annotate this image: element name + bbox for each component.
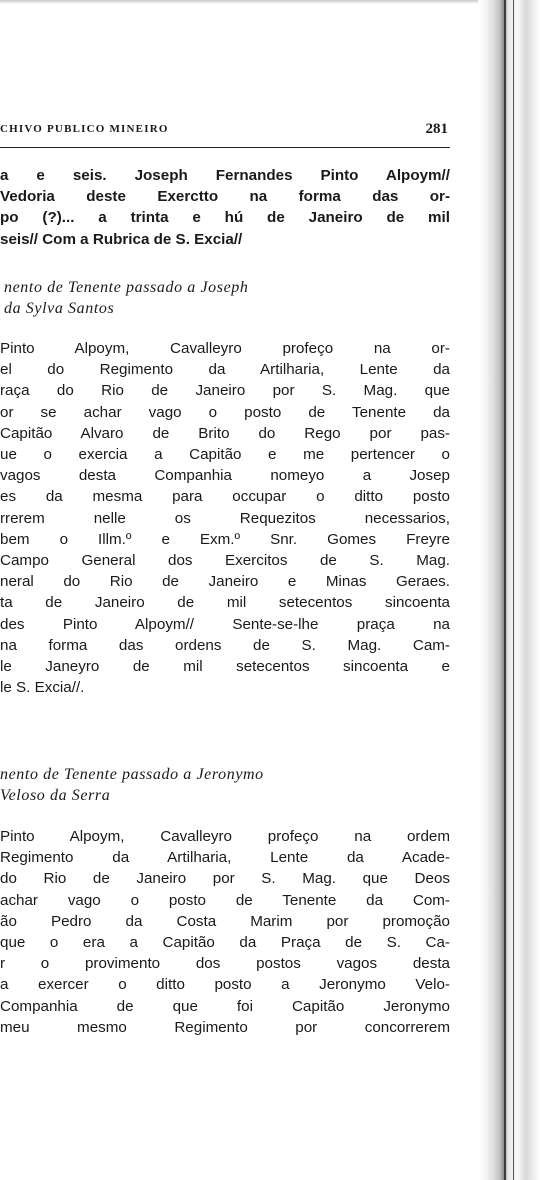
text-line: or se achar vago o posto de Tenente da	[0, 403, 450, 421]
text-line: que o era a Capitão da Praça de S. Ca-	[0, 934, 450, 952]
heading-line: nento de Tenente passado a Joseph	[4, 279, 249, 296]
gutter-line-right	[513, 0, 514, 1180]
text-line: el do Regimento da Artilharia, Lente da	[0, 361, 450, 379]
text-line: Companhia de que foi Capitão Jeronymo	[0, 997, 450, 1015]
text-line: bem o Illm.º e Exm.º Snr. Gomes Freyre	[0, 530, 450, 548]
running-header	[0, 121, 448, 145]
book-gutter	[478, 0, 540, 1180]
section-heading-2	[0, 764, 460, 806]
text-line: na forma das ordens de S. Mag. Cam-	[0, 636, 450, 654]
text-line: a e seis. Joseph Fernandes Pinto Alpoym//	[0, 167, 450, 184]
text-line: des Pinto Alpoym// Sente-se-lhe praça na	[0, 615, 450, 633]
text-line: Campo General dos Exercitos de S. Mag.	[0, 552, 450, 570]
text-line: Regimento da Artilharia, Lente da Acade-	[0, 849, 450, 867]
text-line: Capitão Alvaro de Brito do Rego por pas-	[0, 424, 450, 442]
text-line: le S. Excia//.	[0, 679, 85, 697]
text-line: r o provimento dos postos vagos desta	[0, 955, 450, 973]
heading-line: da Sylva Santos	[4, 300, 115, 317]
text-line: Pinto Alpoym, Cavalleyro profeço na or-	[0, 340, 450, 357]
paragraph-2	[0, 338, 450, 698]
text-line: meu mesmo Regimento por concorrerem	[0, 1018, 450, 1036]
page-top-edge	[0, 0, 480, 4]
text-line: rrerem nelle os Requezitos necessarios,	[0, 509, 450, 527]
text-line: Vedoria deste Exerctto na forma das or-	[0, 188, 450, 206]
text-line: vagos desta Companhia nomeyo a Josep	[0, 467, 450, 485]
section-heading-1	[0, 277, 460, 319]
text-line: achar vago o posto de Tenente da Com-	[0, 891, 450, 909]
paragraph-1	[0, 165, 450, 250]
text-line: ão Pedro da Costa Marim por promoção	[0, 912, 450, 930]
heading-line: nento de Tenente passado a Jeronymo	[0, 766, 264, 783]
text-line: Pinto Alpoym, Cavalleyro profeço na ordem	[0, 828, 450, 845]
paragraph-3	[0, 826, 450, 1038]
text-line: raça do Rio de Janeiro por S. Mag. que	[0, 382, 450, 400]
page-number: 281	[425, 121, 448, 137]
text-line: le Janeyro de mil setecentos sincoenta e	[0, 658, 450, 676]
gutter-line-left	[504, 0, 506, 1180]
heading-line: Veloso da Serra	[0, 787, 111, 804]
running-header-title: CHIVO PUBLICO MINEIRO	[0, 123, 169, 135]
text-line: seis// Com a Rubrica de S. Excia//	[0, 230, 243, 248]
text-line: ta de Janeiro de mil setecentos sincoenta	[0, 594, 450, 612]
text-line: po (?)... a trinta e hú de Janeiro de mil	[0, 209, 450, 227]
text-line: neral do Rio de Janeiro e Minas Geraes.	[0, 573, 450, 591]
text-line: a exercer o ditto posto a Jeronymo Velo-	[0, 976, 450, 994]
text-line: do Rio de Janeiro por S. Mag. que Deos	[0, 870, 450, 888]
text-line: ue o exercia a Capitão e me pertencer o	[0, 446, 450, 464]
header-rule	[0, 147, 450, 148]
text-line: es da mesma para occupar o ditto posto	[0, 488, 450, 506]
